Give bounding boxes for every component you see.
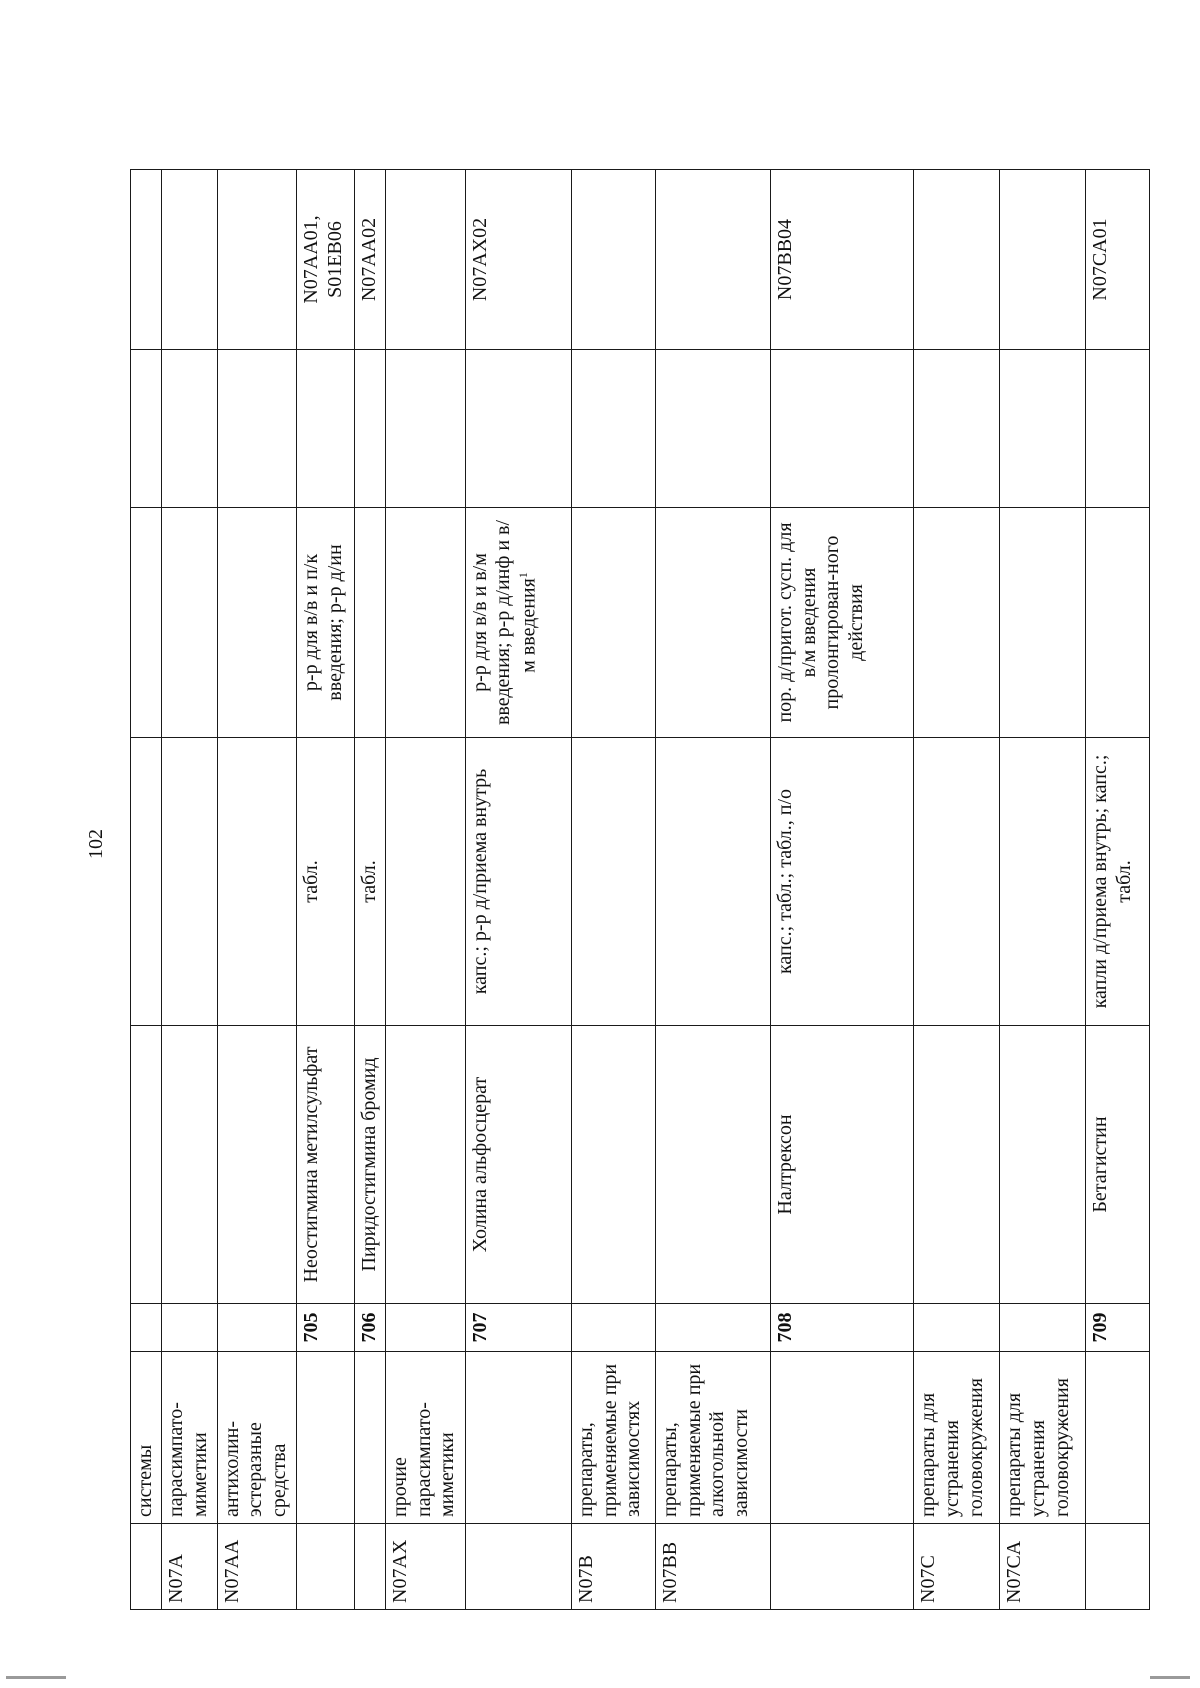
other-forms-cell (386, 350, 466, 508)
row-number-cell (914, 1304, 1000, 1352)
group-name-cell: системы (131, 1352, 162, 1524)
row-number-cell: 705 (297, 1304, 354, 1352)
parenteral-forms-cell (656, 508, 771, 738)
drug-name-cell: Неостигмина метилсульфат (297, 1026, 354, 1304)
group-name-cell: препараты для устранения головокружения (914, 1352, 1000, 1524)
table-row (162, 170, 217, 1610)
oral-forms-cell (217, 738, 297, 1026)
atc-code-cell (131, 1524, 162, 1610)
scan-edge-mark (6, 1676, 66, 1679)
drug-name-cell (572, 1026, 656, 1304)
group-name-cell: антихолин-эстеразные средства (217, 1352, 297, 1524)
atc-code-cell: N07AX (386, 1524, 466, 1610)
row-number-cell (386, 1304, 466, 1352)
parenteral-forms-text: р-р для в/в и в/м введения; р-р д/инф и в/м введения (468, 519, 540, 726)
row-number-cell: 708 (770, 1304, 913, 1352)
full-code-cell (572, 170, 656, 350)
oral-forms-cell: капли д/приема внутрь; капс.; табл. (1086, 738, 1150, 1026)
group-name-cell (465, 1352, 572, 1524)
other-forms-cell (465, 350, 572, 508)
row-number-cell: 707 (465, 1304, 572, 1352)
drug-list-table (130, 169, 1150, 1610)
parenteral-forms-cell (386, 508, 466, 738)
drug-name-cell (386, 1026, 466, 1304)
table-row (131, 170, 162, 1610)
oral-forms-cell (162, 738, 217, 1026)
other-forms-cell (162, 350, 217, 508)
full-code-cell: N07CA01 (1086, 170, 1150, 350)
group-name-cell: парасимпато-миметики (162, 1352, 217, 1524)
other-forms-cell (770, 350, 913, 508)
group-name-cell: препараты, применяемые при алкогольной зависимости (656, 1352, 771, 1524)
drug-name-cell: Налтрексон (770, 1026, 913, 1304)
full-code-cell (656, 170, 771, 350)
other-forms-cell (297, 350, 354, 508)
full-code-cell: N07AA02 (354, 170, 385, 350)
oral-forms-cell: табл. (297, 738, 354, 1026)
group-name-cell (354, 1352, 385, 1524)
table-row (1086, 170, 1150, 1610)
group-name-cell (297, 1352, 354, 1524)
parenteral-forms-cell: пор. д/пригот. сусп. для в/м введения пролонгирован-ного действия (770, 508, 913, 738)
drug-name-cell: Холина альфосцерат (465, 1026, 572, 1304)
atc-code-cell: N07C (914, 1524, 1000, 1610)
atc-code-cell (770, 1524, 913, 1610)
row-number-cell (162, 1304, 217, 1352)
group-name-cell (770, 1352, 913, 1524)
drug-name-cell (162, 1026, 217, 1304)
row-number-cell (572, 1304, 656, 1352)
atc-code-cell (465, 1524, 572, 1610)
full-code-cell (914, 170, 1000, 350)
other-forms-cell (656, 350, 771, 508)
other-forms-cell (217, 350, 297, 508)
oral-forms-cell: капс.; р-р д/приема внутрь (465, 738, 572, 1026)
full-code-cell: N07AX02 (465, 170, 572, 350)
row-number-cell (217, 1304, 297, 1352)
table-row (1000, 170, 1086, 1610)
atc-code-cell: N07AA (217, 1524, 297, 1610)
table-row (297, 170, 354, 1610)
table-row (354, 170, 385, 1610)
oral-forms-cell (572, 738, 656, 1026)
other-forms-cell (572, 350, 656, 508)
scan-edge-mark (1150, 1676, 1190, 1679)
drug-name-cell: Пиридостигмина бромид (354, 1026, 385, 1304)
oral-forms-cell (386, 738, 466, 1026)
atc-code-cell (1086, 1524, 1150, 1610)
group-name-cell: препараты, применяемые при зависимостях (572, 1352, 656, 1524)
atc-code-cell: N07CA (1000, 1524, 1086, 1610)
oral-forms-cell: капс.; табл.; табл., п/о (770, 738, 913, 1026)
oral-forms-cell: табл. (354, 738, 385, 1026)
full-code-cell (386, 170, 466, 350)
rotated-table-container (130, 170, 1150, 1610)
table-row (770, 170, 913, 1610)
group-name-cell (1086, 1352, 1150, 1524)
parenteral-forms-cell (217, 508, 297, 738)
row-number-cell (1000, 1304, 1086, 1352)
full-code-cell: N07BB04 (770, 170, 913, 350)
drug-name-cell (1000, 1026, 1086, 1304)
row-number-cell (131, 1304, 162, 1352)
other-forms-cell (131, 350, 162, 508)
parenteral-forms-cell (1000, 508, 1086, 738)
table-row (914, 170, 1000, 1610)
drug-name-cell (656, 1026, 771, 1304)
table-row (386, 170, 466, 1610)
table-row (572, 170, 656, 1610)
group-name-cell: прочие парасимпато-миметики (386, 1352, 466, 1524)
drug-name-cell (131, 1026, 162, 1304)
row-number-cell: 709 (1086, 1304, 1150, 1352)
group-name-cell: препараты для устранения головокружения (1000, 1352, 1086, 1524)
parenteral-forms-cell (162, 508, 217, 738)
atc-code-cell: N07BB (656, 1524, 771, 1610)
drug-name-cell (914, 1026, 1000, 1304)
page-number: 102 (85, 829, 107, 859)
parenteral-forms-cell (354, 508, 385, 738)
atc-code-cell (354, 1524, 385, 1610)
full-code-cell (162, 170, 217, 350)
parenteral-forms-cell: р-р для в/в и п/к введения; р-р д/ин (297, 508, 354, 738)
row-number-cell: 706 (354, 1304, 385, 1352)
oral-forms-cell (1000, 738, 1086, 1026)
oral-forms-cell (656, 738, 771, 1026)
oral-forms-cell (914, 738, 1000, 1026)
atc-code-cell: N07B (572, 1524, 656, 1610)
table-row (656, 170, 771, 1610)
row-number-cell (656, 1304, 771, 1352)
other-forms-cell (914, 350, 1000, 508)
parenteral-forms-cell (465, 508, 572, 738)
full-code-cell: N07AA01, S01EB06 (297, 170, 354, 350)
oral-forms-cell (131, 738, 162, 1026)
other-forms-cell (1086, 350, 1150, 508)
drug-name-cell: Бетагистин (1086, 1026, 1150, 1304)
parenteral-forms-cell (914, 508, 1000, 738)
full-code-cell (1000, 170, 1086, 350)
table-row (465, 170, 572, 1610)
full-code-cell (131, 170, 162, 350)
atc-code-cell (297, 1524, 354, 1610)
parenteral-forms-cell (572, 508, 656, 738)
parenteral-forms-cell (1086, 508, 1150, 738)
other-forms-cell (354, 350, 385, 508)
full-code-cell (217, 170, 297, 350)
table-body (131, 170, 1150, 1610)
other-forms-cell (1000, 350, 1086, 508)
atc-code-cell: N07A (162, 1524, 217, 1610)
footnote-marker: 1 (515, 572, 530, 579)
drug-name-cell (217, 1026, 297, 1304)
parenteral-forms-cell (131, 508, 162, 738)
table-row (217, 170, 297, 1610)
